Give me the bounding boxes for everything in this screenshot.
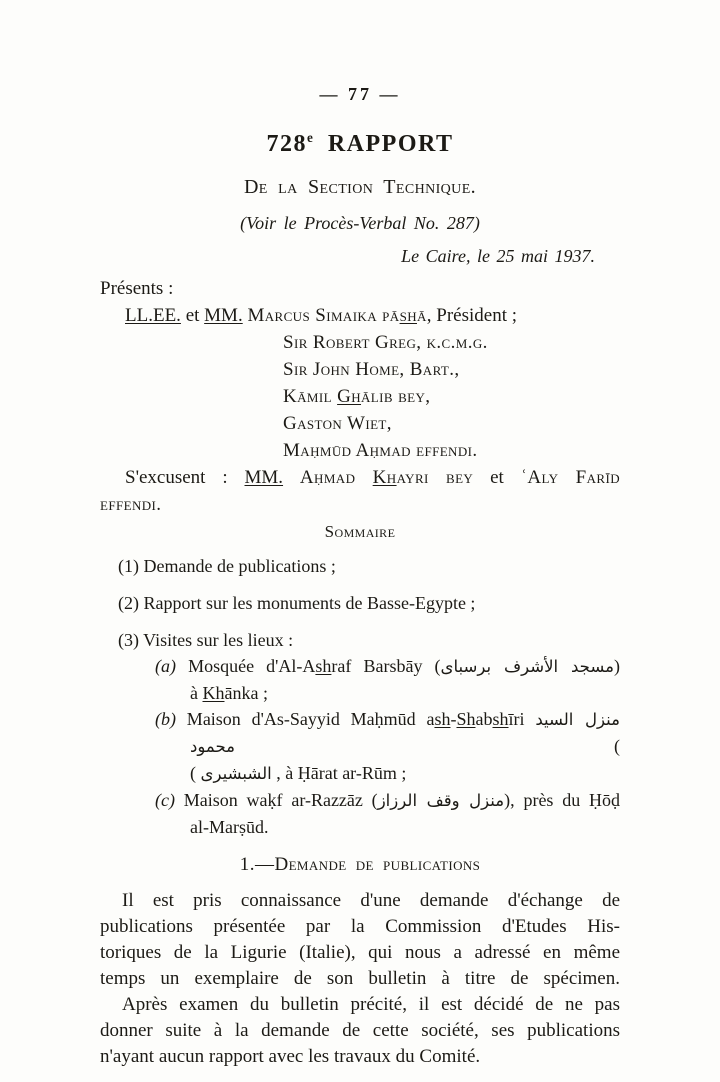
text-run: īri [508,709,536,729]
text-run: effendi. [100,494,162,515]
paragraph-1-line-2 [100,914,620,940]
text-run: (3) Visites sur les lieux : [118,630,294,650]
text-run: ( [235,736,620,756]
excused-line-2 [100,491,620,518]
sommaire-item-3b-line-1 [100,706,620,760]
text-run: — 77 — [319,84,401,104]
text-run: Maison d'As-Sayyid Maḥmūd a [176,709,435,729]
text-run: Marcus Simaika pā [247,305,400,326]
text-run: Aḥmad [299,467,373,488]
presents-label [100,275,620,302]
text-run: Mosquée d'Al-A [176,656,316,676]
text-run: raf Barsbāy ( [331,656,441,676]
attendee-line-3 [283,356,620,383]
sommaire-item-3a-line-1 [100,653,620,680]
text-run: (c) [155,790,175,810]
text-run: et [180,305,205,326]
text-run: Après examen du bulletin précité, il est décidé de ne pas [122,994,620,1015]
text-run: ), près du Ḥōḍ [504,790,621,810]
text-run: ) [614,656,620,676]
text-run: RAPPORT [314,131,454,157]
text-run: Gaston Wiet, [283,413,392,434]
text-run: ā [416,305,427,326]
attendee-line-5 [283,410,620,437]
text-run: Sommaire [324,522,396,541]
sommaire-item-2 [100,590,620,616]
text-run: ab [475,709,493,729]
underlined-text: sh [492,709,509,729]
text-run: Présents : [100,278,174,299]
text-run: publications présentée par la Commission d'Etudes His- [100,916,620,937]
paragraph-2-line-2 [100,1018,620,1044]
sommaire-item-3c-line-1 [100,787,620,814]
attendee-line-4 [283,383,620,410]
text-run: n'ayant aucun rapport avec les travaux du Comité. [100,1046,481,1067]
dateline [100,246,620,267]
text-run: 1.— [239,854,275,875]
sommaire-item-3b-line-2 [100,760,620,787]
text-run: ( [190,763,201,783]
excused-line-1 [100,464,620,491]
text-run: ānka ; [224,683,268,703]
attendee-line-1 [100,302,620,329]
text-run: (b) [155,709,176,729]
sommaire-item-1 [100,553,620,579]
text-run [283,467,300,488]
text-run: Maison waḳf ar-Razzāz ( [174,790,378,810]
text-run: ayri bey [396,467,474,488]
text-run: De la Section Technique. [243,176,477,198]
text-run: temps un exemplaire de son bulletin à titre de spécimen. [100,968,620,989]
arabic-text: الشبشيرى [200,764,272,783]
text-run: Sir John Home, Bart., [283,359,460,380]
text-run: Demande de publications [274,854,481,875]
underlined-text: sh [399,305,417,326]
underlined-text: MM. [204,305,243,326]
underlined-text: sh [315,656,332,676]
text-run: Le Caire, le 25 mai 1937. [401,246,595,266]
paragraph-2-line-1 [100,992,620,1018]
sommaire-item-3a-line-2 [100,680,620,706]
text-run: e [306,130,315,145]
text-run: , à Ḥārat ar-Rūm ; [271,763,407,783]
proces-verbal-reference [100,213,620,234]
arabic-text: مسجد الأشرف برسباى [440,657,614,676]
section-1-heading [100,854,620,876]
sommaire-heading [100,522,620,542]
text-run: Il est pris connaissance d'une demande d'échange de [122,890,620,911]
underlined-text: LL.EE. [125,305,181,326]
sommaire-item-3 [100,627,620,653]
underlined-text: Kh [372,467,397,488]
report-title [100,131,620,158]
attendee-line-6 [283,437,620,464]
text-run: donner suite à la demande de cette société, ses publications [100,1020,620,1041]
text-run: - [450,709,457,729]
underlined-text: MM. [244,467,284,488]
text-run: (1) Demande de publications ; [118,556,336,576]
text-run: ālib bey, [361,386,431,407]
underlined-text: Kh [202,683,225,703]
text-run: et [473,467,521,488]
text-run: à [190,683,203,703]
text-run: 728 [266,131,307,157]
underlined-text: Sh [456,709,476,729]
underlined-text: sh [434,709,451,729]
text-run: , Président ; [426,305,518,326]
paragraph-1-line-4 [100,966,620,992]
text-run: al-Marṣūd. [190,817,269,837]
underlined-text: Gh [337,386,362,407]
text-run: (Voir le Procès-Verbal No. 287) [240,213,480,233]
text-run: (2) Rapport sur les monuments de Basse-Egypte ; [118,593,476,613]
attendee-line-2 [283,329,620,356]
paragraph-1-line-1 [100,888,620,914]
arabic-text: منزل وقف الرزاز [377,791,505,810]
page-number [100,84,620,105]
report-subtitle [100,176,620,199]
text-run: ʿAly Farīd [520,467,620,488]
text-run: Maḥmūd Aḥmad effendi. [283,440,478,461]
text-run: Kāmil [283,386,338,407]
text-run: Sir Robert Greg, k.c.m.g. [283,332,488,353]
paragraph-1-line-3 [100,940,620,966]
text-run: S'excusent : [125,467,245,488]
sommaire-item-3c-line-2 [100,814,620,840]
text-run: toriques de la Ligurie (Italie), qui nous a adressé en même [100,942,620,963]
arabic-text: منزل السيد محمود [190,710,620,756]
paragraph-2-line-3 [100,1044,620,1070]
text-run: (a) [155,656,176,676]
